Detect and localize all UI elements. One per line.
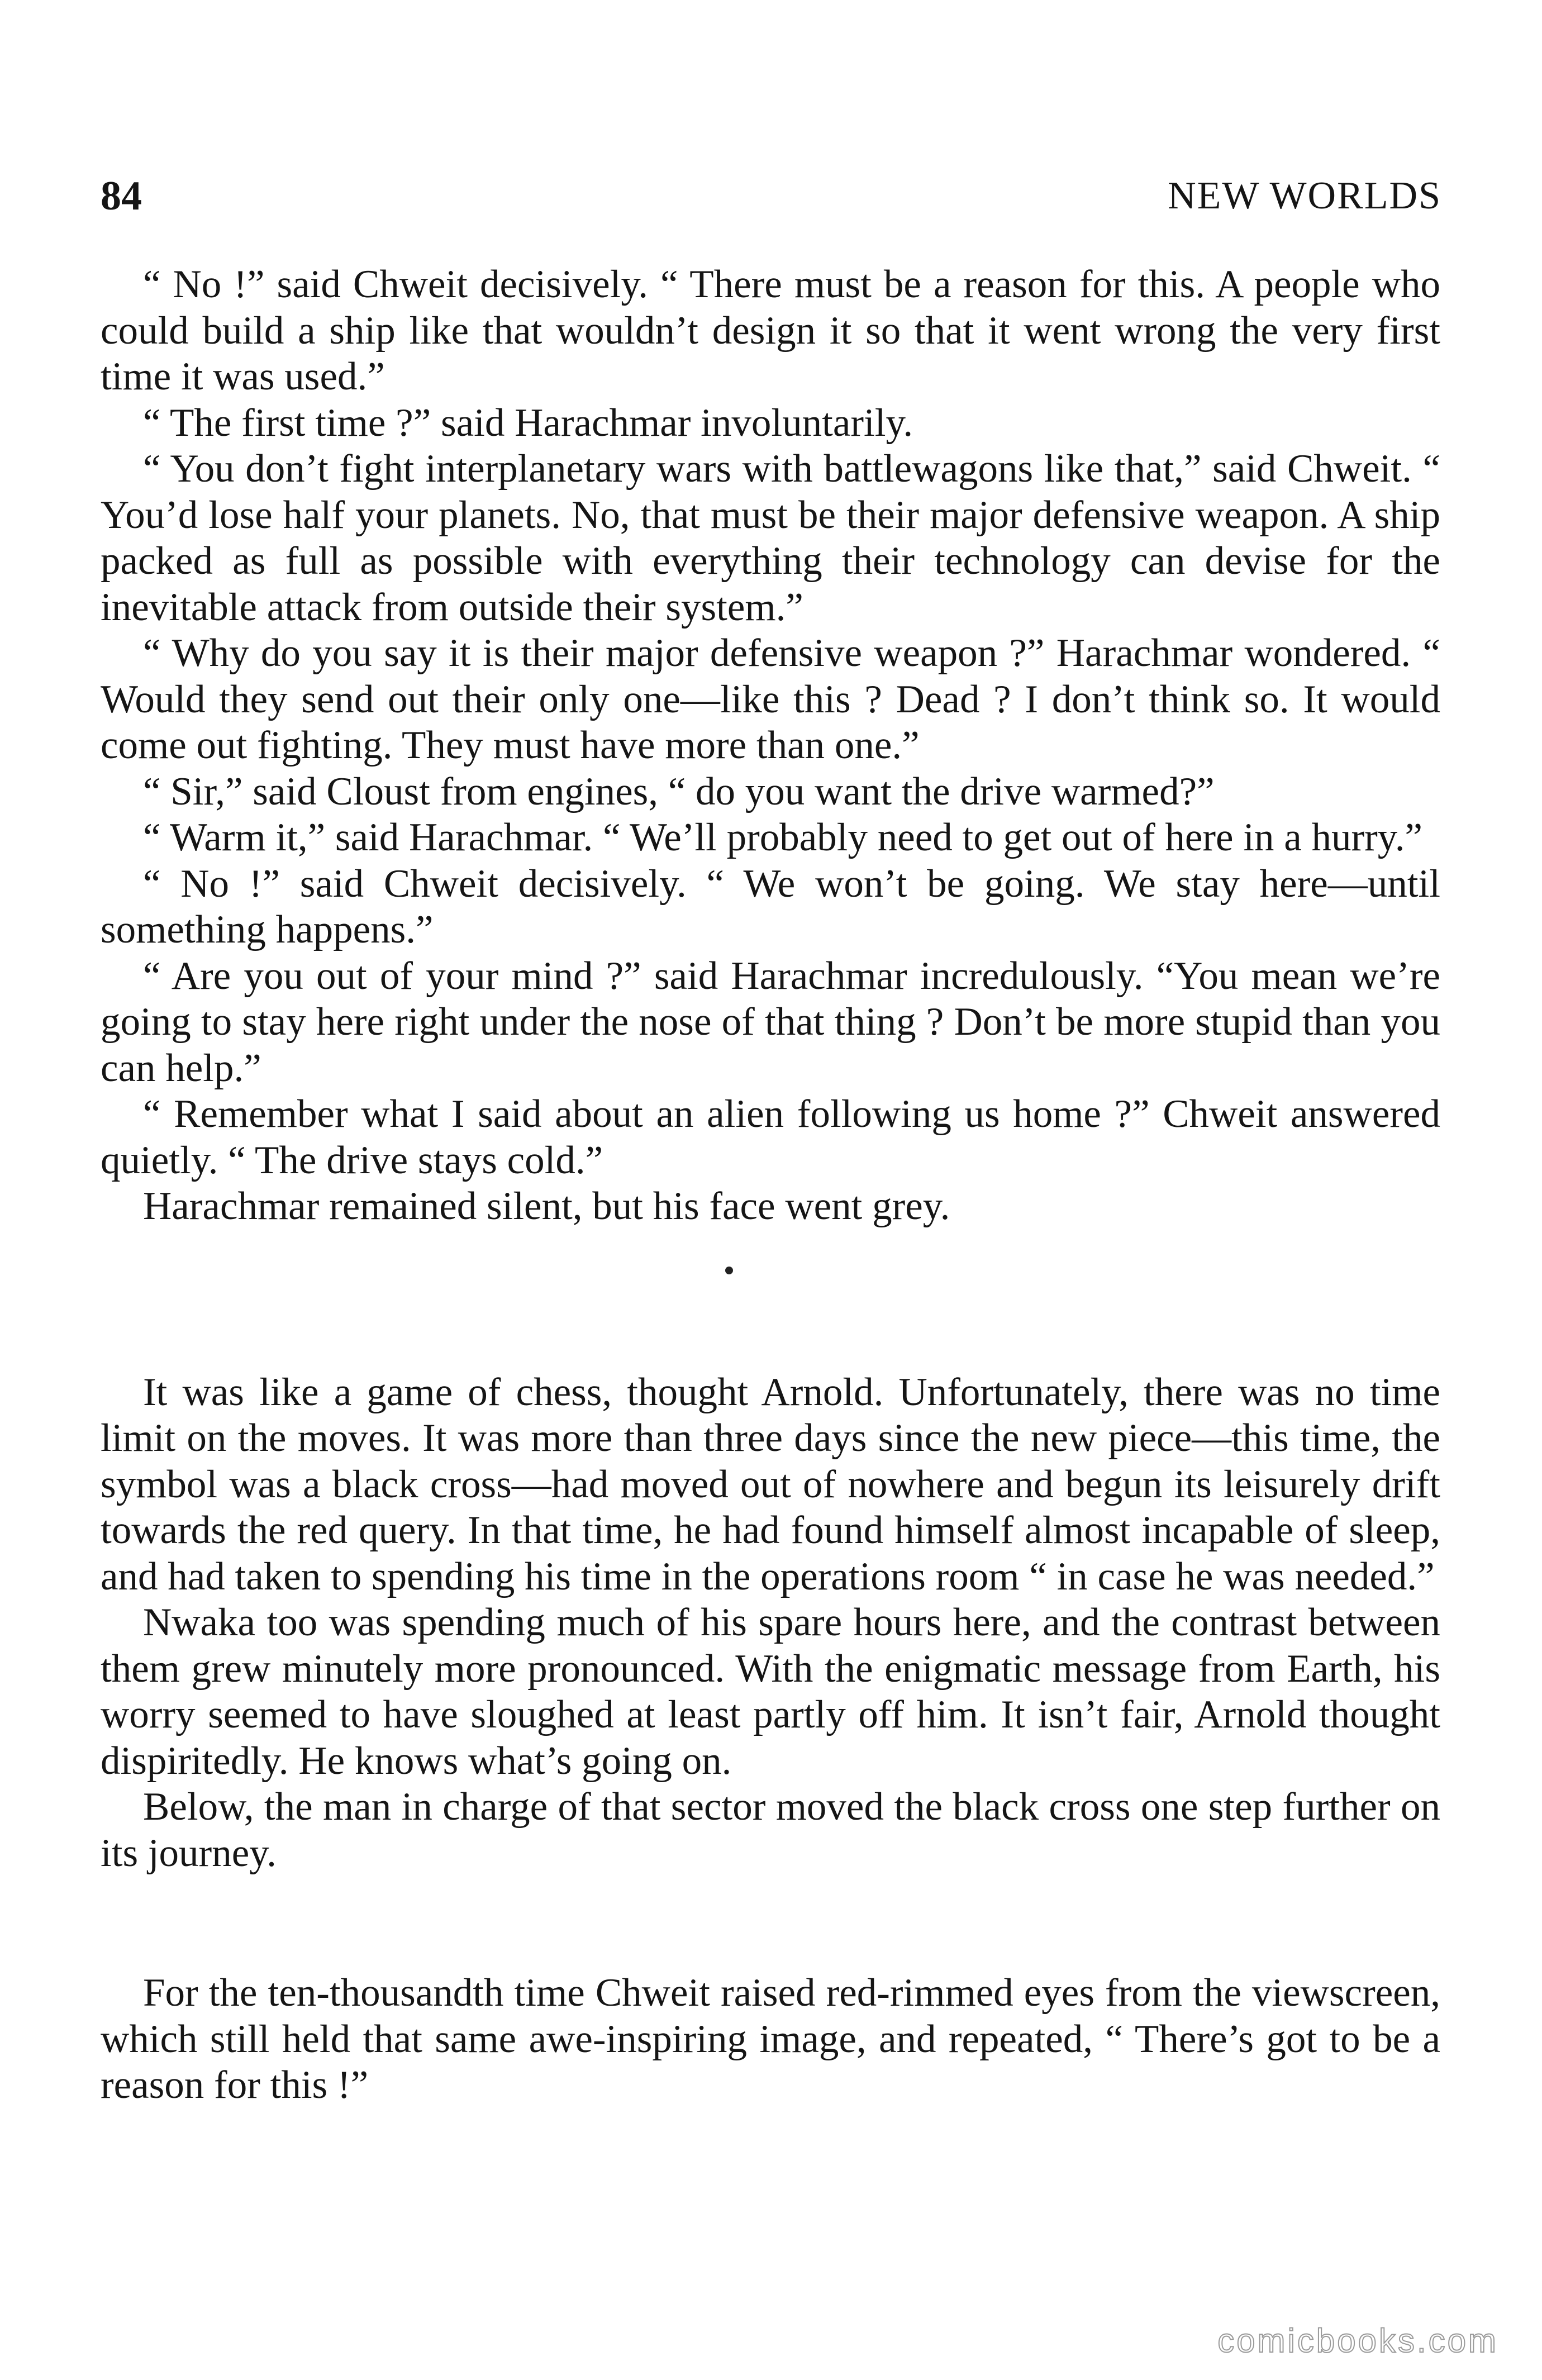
section-gap [101,1876,1440,1970]
paragraph: “ Are you out of your mind ?” said Harachmar incredulously. “You mean we’re going to stay here right under the nose of that thing ? Don’t be more stupid than you can help.” [101,954,1440,1090]
page-number: 84 [101,173,142,219]
paragraph: Below, the man in charge of that sector moved the black cross one step further on its journey. [101,1785,1440,1875]
watermark: comicbooks.com [1217,2322,1498,2359]
paragraph: “ You don’t fight interplanetary wars with battlewagons like that,” said Chweit. “ You’d lose half your planets. No, that must be their major defensive weapon. A ship packed as full as possible with everything their technology can devise for the inevitable attack from outside their system.” [101,447,1440,629]
section-break-dot [725,1267,733,1274]
paragraph: It was like a game of chess, thought Arnold. Unfortunately, there was no time limit on the moves. It was more than three days since the new piece—this time, the symbol was a black cross—had moved out of nowhere and begun its leisurely drift towards the red query. In that time, he had found himself almost incapable of sleep, and had taken to spending his time in the operations room “ in case he was needed.” [101,1370,1440,1598]
paragraph: “ No !” said Chweit decisively. “ We won’t be going. We stay here—until something happens.” [101,861,1440,951]
body-text [101,261,1440,2108]
paragraph: “ Why do you say it is their major defensive weapon ?” Harachmar wondered. “ Would they send out their only one—like this ? Dead ? I don’t think so. It would come out fighting. They must have more than one.” [101,631,1440,767]
running-head: NEW WORLDS [1168,174,1441,217]
paragraph: For the ten-thousandth time Chweit raised red-rimmed eyes from the viewscreen, which still held that same awe-inspiring image, and repeated, “ There’s got to be a reason for this !” [101,1971,1440,2107]
paragraph: “ No !” said Chweit decisively. “ There must be a reason for this. A people who could build a ship like that wouldn’t design it so that it went wrong the very first time it was used.” [101,263,1440,398]
page-header [101,165,1441,227]
paragraph: “ Sir,” said Cloust from engines, “ do you want the drive warmed?” [143,769,1215,813]
paragraph: “ Warm it,” said Harachmar. “ We’ll probably need to get out of here in a hurry.” [143,816,1422,859]
section-break [101,1230,1440,1369]
paragraph: Nwaka too was spending much of his spare hours here, and the contrast between them grew minutely more pronounced. With the enigmatic message from Earth, his worry seemed to have sloughed at least partly off him. It isn’t fair, Arnold thought dispiritedly. He knows what’s going on. [101,1601,1440,1783]
paragraph: “ The first time ?” said Harachmar involuntarily. [143,401,913,445]
paragraph: Harachmar remained silent, but his face went grey. [143,1184,950,1228]
paragraph: “ Remember what I said about an alien following us home ?” Chweit answered quietly. “ The drive stays cold.” [101,1092,1440,1182]
